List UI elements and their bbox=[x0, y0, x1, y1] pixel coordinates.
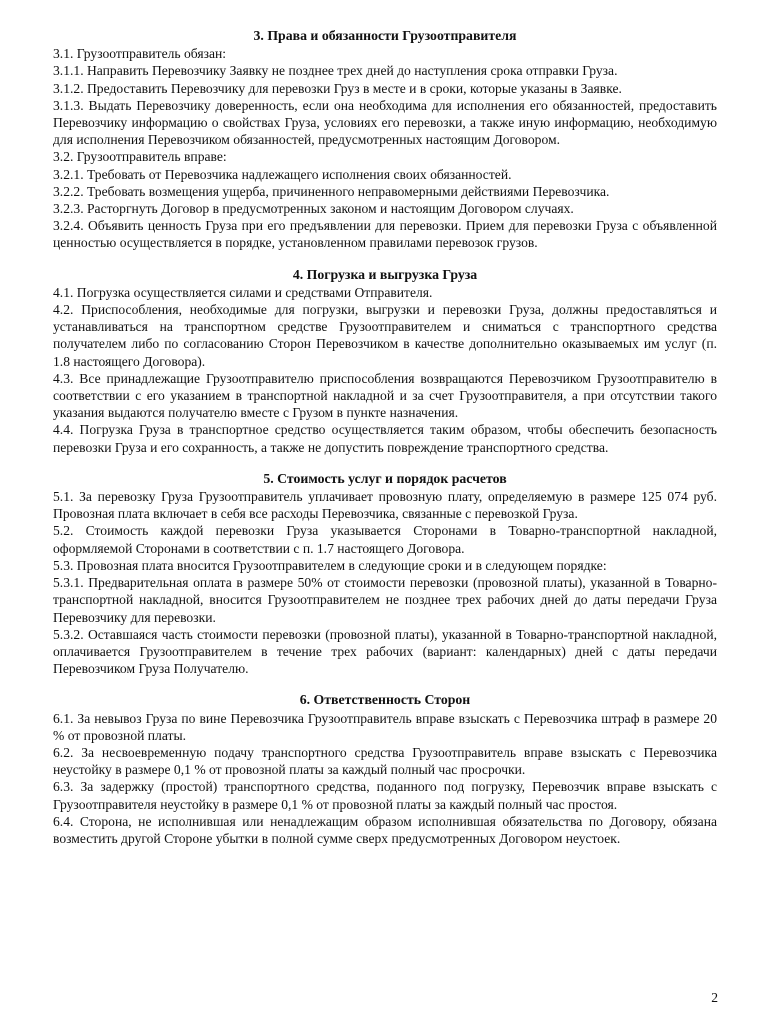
paragraph: 3.2. Грузоотправитель вправе: bbox=[53, 149, 227, 165]
section-heading: 6. Ответственность Сторон bbox=[299, 692, 471, 708]
paragraph: 3.2.1. Требовать от Перевозчика надлежащего исполнения своих обязанностей. bbox=[53, 166, 512, 182]
paragraph: 5.3. Провозная плата вносится Грузоотправителем в следующие сроки и в следующем порядке: bbox=[53, 557, 607, 573]
section-heading: 3. Права и обязанности Грузоотправителя bbox=[253, 28, 517, 43]
paragraph: 4.3. Все принадлежащие Грузоотправителю приспособления возвращаются Перевозчиком Грузоотправителю в соответствии с его указанием в транспортной накладной и за счет Грузоотправителя, а при отсутствии такого указания выдаются получателю вместе с Грузом в пункте назначения. bbox=[53, 370, 717, 421]
paragraph: 5.3.1. Предварительная оплата в размере 50% от стоимости перевозки (провозной платы), указанной в Товарно-транспортной накладной, вносится Грузоотправителем не позднее трех рабочих дней до даты передачи Груза Перевозчику для перевозки. bbox=[53, 575, 717, 625]
paragraph: 3.2.2. Требовать возмещения ущерба, причиненного неправомерными действиями Перевозчика. bbox=[53, 183, 610, 199]
paragraph: 6.4. Сторона, не исполнившая или ненадлежащим образом исполнившая обязательства по Договору, обязана возместить другой Стороне убытки в полной сумме сверх предусмотренных Договором неустоек. bbox=[53, 813, 717, 846]
paragraph: 3.2.4. Объявить ценность Груза при его предъявлении для перевозки. Прием для перевозки Груза с объявленной ценностью осуществляется в порядке, установленном правилами перевозок грузов. bbox=[53, 218, 717, 251]
paragraph: 6.3. За задержку (простой) транспортного средства, поданного под погрузку, Перевозчик вправе взыскать с Грузоотправителя неустойку в размере 0,1 % от провозной платы за каждый полный час простоя. bbox=[53, 779, 717, 812]
paragraph: 3.2.3. Расторгнуть Договор в предусмотренных законом и настоящим Договором случаях. bbox=[53, 201, 574, 217]
paragraph: 6.1. За невывоз Груза по вине Перевозчика Грузоотправитель вправе взыскать с Перевозчика штраф в размере 20 % от провозной платы. bbox=[53, 710, 717, 743]
paragraph: 4.4. Погрузка Груза в транспортное средство осуществляется таким образом, чтобы обеспечить безопасность перевозки Груза и его сохранность, а также не допустить повреждение транспортного средства. bbox=[53, 422, 717, 455]
paragraph: 4.1. Погрузка осуществляется силами и средствами Отправителя. bbox=[53, 284, 433, 300]
section-6 bbox=[53, 691, 717, 847]
paragraph: 3.1. Грузоотправитель обязан: bbox=[53, 46, 227, 62]
section-4 bbox=[53, 266, 717, 456]
section-3 bbox=[53, 27, 717, 252]
paragraph: 5.1. За перевозку Груза Грузоотправитель уплачивает провозную плату, определяемую в размере 125 074 руб. Провозная плата включает в себя все расходы Перевозчика, связанные с перевозкой Груза. bbox=[53, 489, 717, 522]
section-heading: 5. Стоимость услуг и порядок расчетов bbox=[263, 470, 507, 486]
paragraph: 3.1.1. Направить Перевозчику Заявку не позднее трех дней до наступления срока отправки Груза. bbox=[53, 63, 618, 79]
paragraph: 5.3.2. Оставшаяся часть стоимости перевозки (провозной платы), указанной в Товарно-транспортной накладной, оплачивается Грузоотправителем в течение трех рабочих (вариант: календарных) дней с даты передачи Перевозчиком Груза Получателю. bbox=[53, 626, 717, 677]
paragraph: 3.1.2. Предоставить Перевозчику для перевозки Груз в месте и в сроки, которые указаны в Заявке. bbox=[53, 80, 622, 96]
section-heading: 4. Погрузка и выгрузка Груза bbox=[292, 266, 478, 282]
paragraph: 6.2. За несвоевременную подачу транспортного средства Грузоотправитель вправе взыскать с Перевозчика неустойку в размере 0,1 % от провозной платы за каждый полный час просрочки. bbox=[53, 744, 717, 778]
section-5 bbox=[53, 470, 717, 677]
paragraph: 5.2. Стоимость каждой перевозки Груза указывается Сторонами в Товарно-транспортной накладной, оформляемой Сторонами в соответствии с п. 1.7 настоящего Договора. bbox=[53, 523, 717, 556]
paragraph: 3.1.3. Выдать Перевозчику доверенность, если она необходима для исполнения его обязанностей, предоставить Перевозчику информацию о свойствах Груза, условиях его перевозки, а также иную информацию, необходимую для исполнения Перевозчиком обязанностей, предусмотренных настоящим Договором. bbox=[53, 97, 717, 148]
page-number: 2 bbox=[711, 990, 718, 1005]
document-body bbox=[53, 27, 717, 847]
paragraph: 4.2. Приспособления, необходимые для погрузки, выгрузки и перевозки Груза, должны предоставляться и устанавливаться на транспортном средстве Грузоотправителем и сниматься с транспортного средства получателем либо по согласованию Сторон Перевозчиком в качестве дополнительно оказываемых им услуг (п. 1.8 настоящего Договора). bbox=[53, 302, 717, 369]
